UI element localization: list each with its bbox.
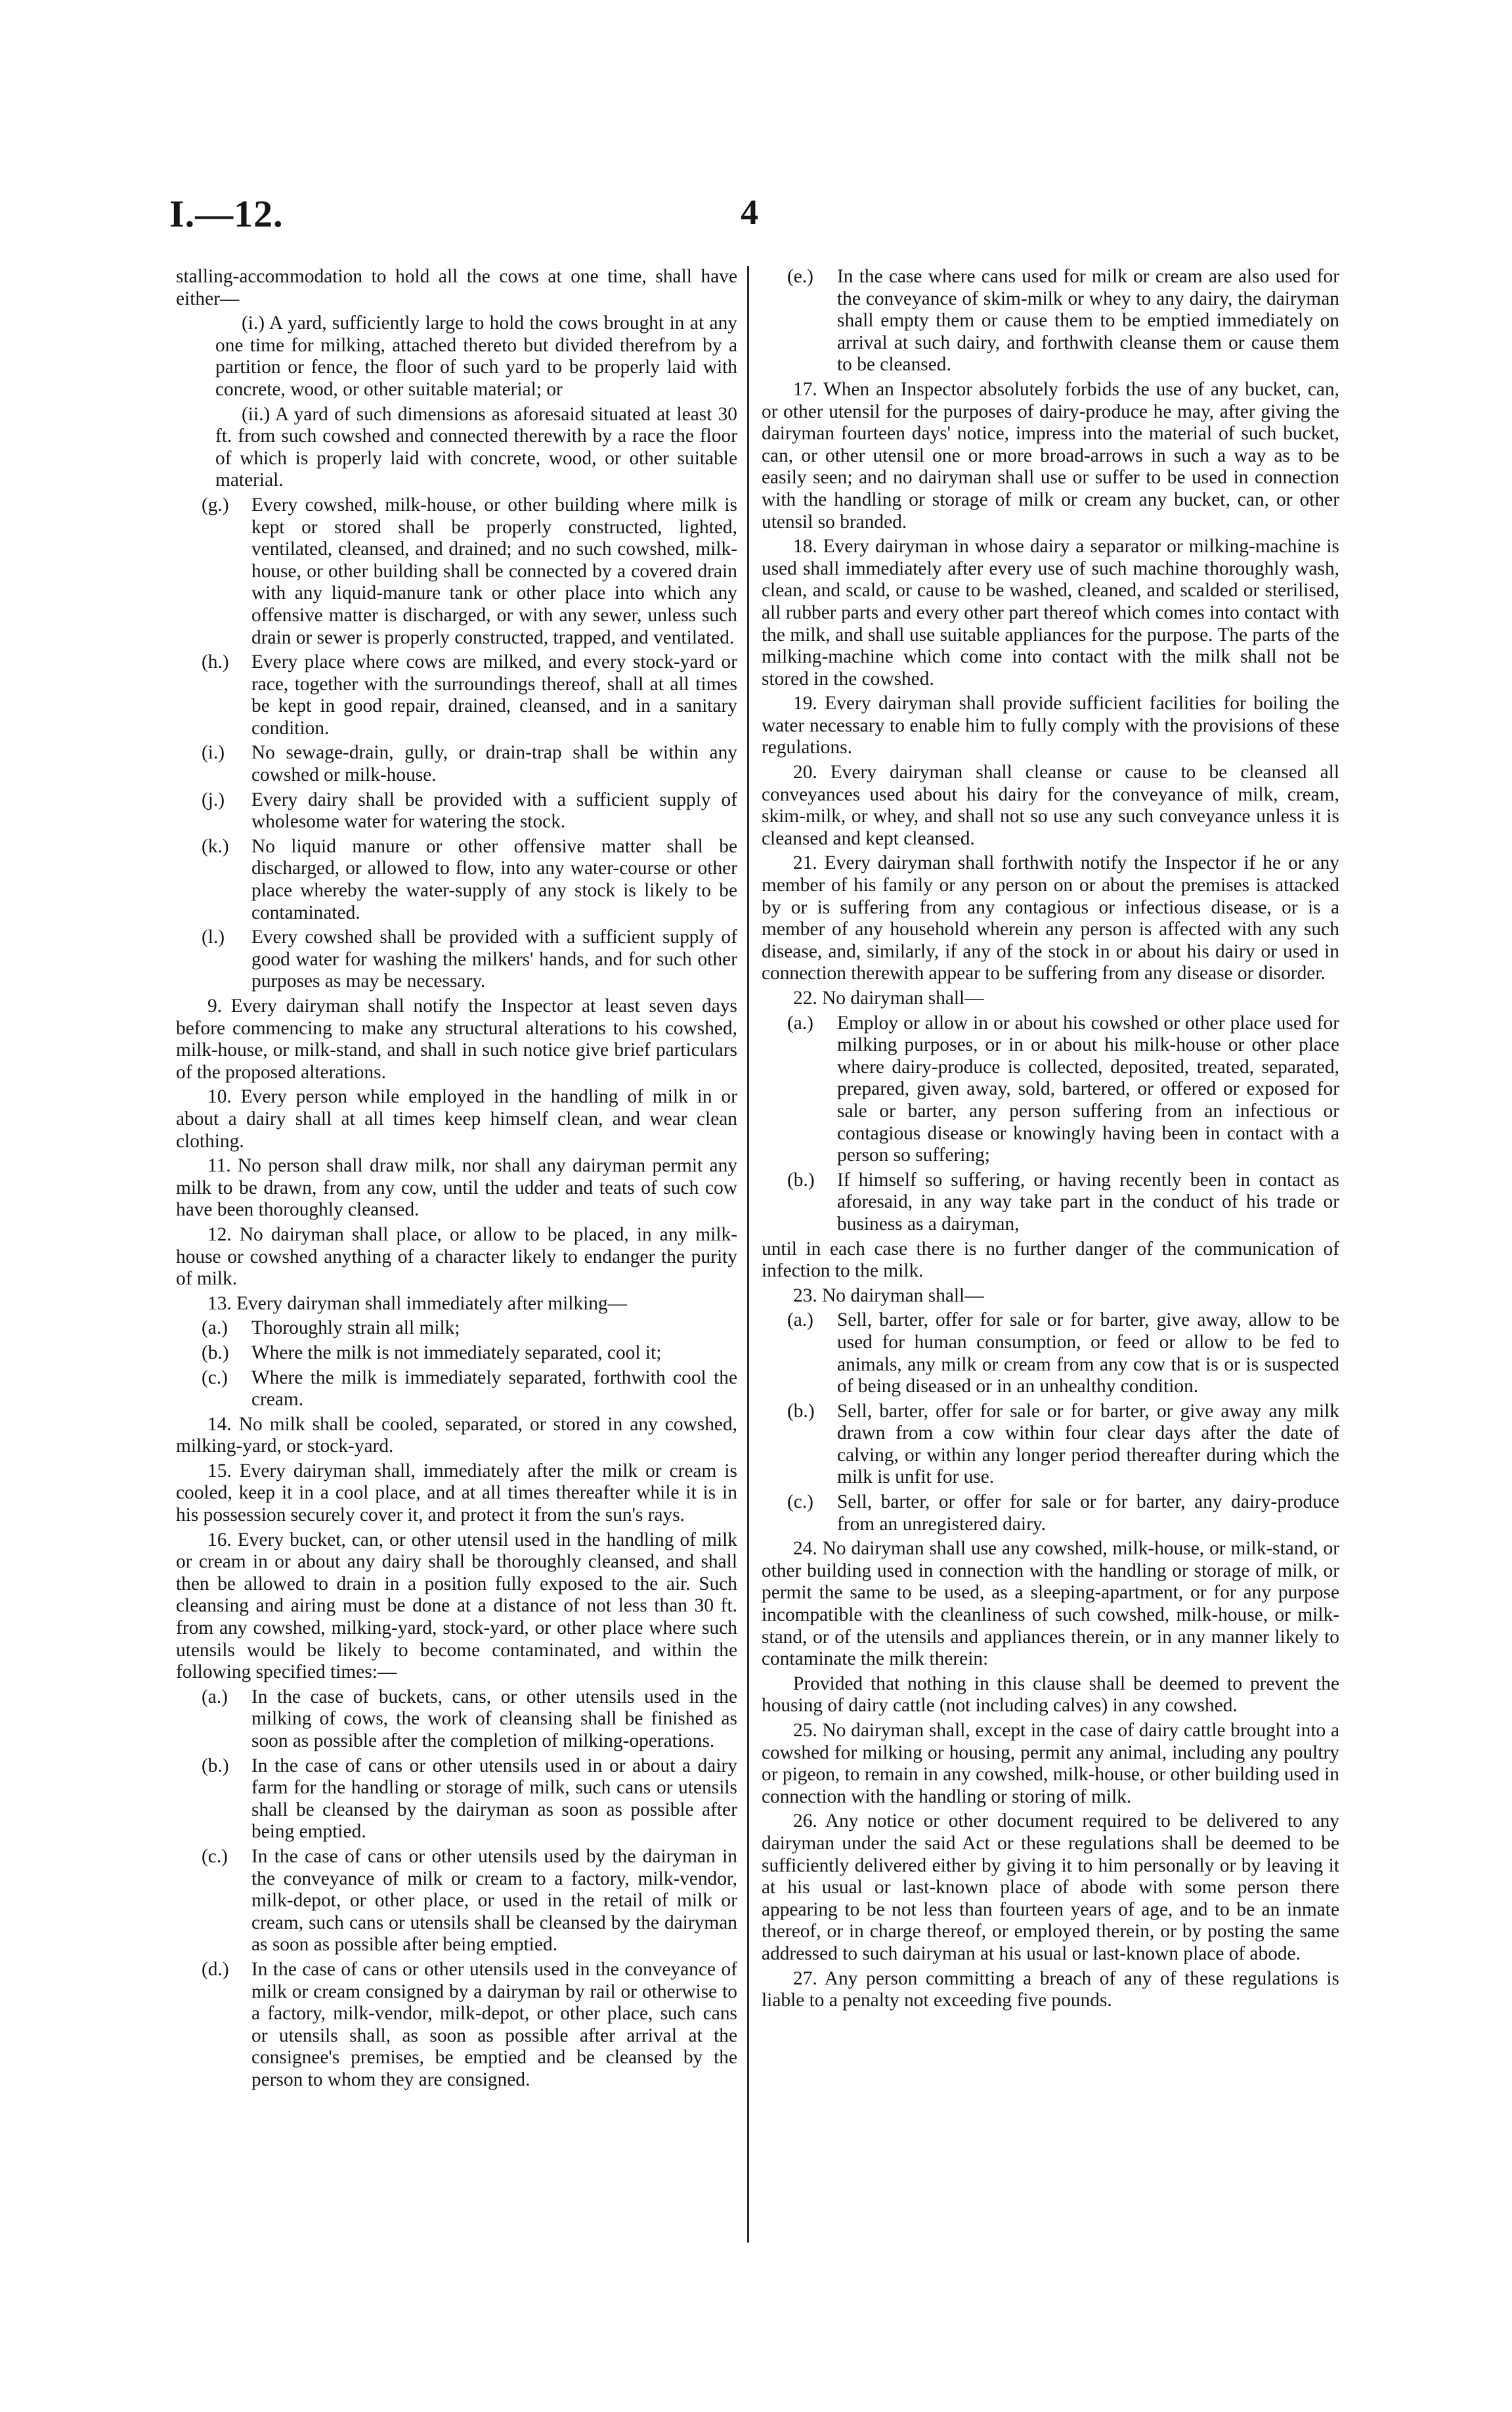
item-text: Where the milk is immediately separated, forthwith cool the cream. <box>251 1367 737 1411</box>
item-label: (c.) <box>202 1367 228 1388</box>
item-label: (a.) <box>202 1686 228 1707</box>
item-label: (e.) <box>787 266 813 287</box>
clause-23-intro: 23. No dairyman shall— <box>793 1284 984 1306</box>
item-text: In the case of cans or other utensils used in or about a dairy farm for the handling or storage of milk, such cans or utensils shall be cleansed by the dairyman as soon as possible after being emptied. <box>251 1755 737 1843</box>
page-number: 4 <box>741 192 758 232</box>
item-text: In the case of cans or other utensils used in the conveyance of milk or cream consigned by a dairyman by rail or otherwise to a factory, milk-vendor, milk-depot, or other place, such cans or utensils shall, as soon as possible after arrival at the consignee's premises, be emptied and be cleansed by the person to whom they are consigned. <box>251 1958 737 2090</box>
clause-10: 10. Every person while employed in the handling of milk in or about a dairy shall at all times keep himself clean, and wear clean clothing. <box>176 1086 737 1152</box>
clause-22-intro: 22. No dairyman shall— <box>793 988 984 1009</box>
item-text: No sewage-drain, gully, or drain-trap shall be within any cowshed or milk-house. <box>251 742 737 786</box>
left-column <box>176 266 737 2094</box>
clause-12: 12. No dairyman shall place, or allow to be placed, in any milk-house or cowshed anything of a character likely to endanger the purity of milk. <box>176 1223 737 1290</box>
lettered-item <box>762 1013 1339 1167</box>
item-label: (j.) <box>202 789 225 810</box>
item-text: Thoroughly strain all milk; <box>251 1317 460 1339</box>
item-text: In the case of cans or other utensils used by the dairyman in the conveyance of milk or cream to a factory, milk-vendor, milk-depot, or other place, or used in the retail of milk or cream, such cans or utensils shall be cleansed by the dairyman as soon as possible after being emptied. <box>251 1845 737 1956</box>
item-label: (k.) <box>202 835 229 857</box>
item-label: (b.) <box>202 1755 229 1776</box>
lettered-item <box>176 1846 737 1956</box>
clause-24: 24. No dairyman shall use any cowshed, milk-house, or milk-stand, or other building used in connection with the handling or storage of milk, or permit the same to be used, as a sleeping-apartment, or for any purpose incompatible with the cleanliness of such cowshed, milk-house, or milk-stand, or of the utensils and appliances therein, or in any manner likely to contaminate the milk therein: <box>762 1538 1339 1670</box>
lettered-item <box>176 1959 737 2092</box>
lettered-item <box>762 266 1339 376</box>
item-text: Every cowshed shall be provided with a sufficient supply of good water for washing the milkers' hands, and for such other purposes as may be necessary. <box>251 927 737 992</box>
lettered-item <box>176 1755 737 1843</box>
roman-item <box>176 313 737 401</box>
item-label: (a.) <box>202 1317 228 1339</box>
item-label: (a.) <box>787 1309 813 1331</box>
clause-13-intro: 13. Every dairyman shall immediately after milking— <box>207 1292 628 1314</box>
item-text: Sell, barter, offer for sale or for barter, or give away any milk drawn from a cow within four clear days after the date of calving, or within any longer period thereafter during which the milk is unfit for use. <box>837 1400 1339 1488</box>
item-label: (a.) <box>787 1012 813 1034</box>
clause-24-proviso: Provided that nothing in this clause shall be deemed to prevent the housing of dairy cattle (not including calves) in any cowshed. <box>762 1673 1339 1717</box>
item-label: (b.) <box>787 1400 815 1422</box>
clause-27: 27. Any person committing a breach of any of these regulations is liable to a penalty not exceeding five pounds. <box>762 1967 1339 2011</box>
lettered-item <box>176 1342 737 1365</box>
item-text: Where the milk is not immediately separated, cool it; <box>251 1342 662 1363</box>
item-text: Sell, barter, or offer for sale or for barter, any dairy-produce from an unregistered dairy. <box>837 1491 1339 1535</box>
clause-15: 15. Every dairyman shall, immediately after the milk or cream is cooled, keep it in a cool place, and at all times thereafter while it is in his possession securely cover it, and protect it from the sun's rays. <box>176 1460 737 1526</box>
item-text: Employ or allow in or about his cowshed or other place used for milking purposes, or in or about his milk-house or other place where dairy-produce is collected, deposited, treated, separated, prepared, given away, sold, bartered, or offered or exposed for sale or barter, any person suffering from an infectious or contagious disease or knowingly having been in contact with a person so suffering; <box>837 1012 1339 1166</box>
lettered-item <box>176 789 737 833</box>
item-text: If himself so suffering, or having recently been in contact as aforesaid, in any way take part in the conduct of his trade or business as a dairyman, <box>837 1169 1339 1235</box>
item-text: Sell, barter, offer for sale or for barter, give away, allow to be used for human consumption, or feed or allow to be fed to animals, any milk or cream from any cow that is or is suspected of being diseased or in an unhealthy condition. <box>837 1309 1339 1397</box>
clause-14: 14. No milk shall be cooled, separated, or stored in any cowshed, milking-yard, or stock-yard. <box>176 1413 737 1457</box>
item-label: (c.) <box>787 1491 813 1513</box>
lettered-item <box>176 1686 737 1753</box>
column-divider <box>747 266 749 2243</box>
lettered-item <box>176 836 737 924</box>
lettered-item <box>176 494 737 649</box>
lettered-item <box>176 651 737 739</box>
clause-25: 25. No dairyman shall, except in the case of dairy cattle brought into a cowshed for milking or housing, permit any animal, including any poultry or pigeon, to remain in any cowshed, milk-house, or other building used in connection with the handling or storing of milk. <box>762 1720 1339 1807</box>
document-reference: I.—12. <box>169 192 284 235</box>
lettered-item <box>176 927 737 993</box>
item-label: (h.) <box>202 651 229 673</box>
clause-16-intro: 16. Every bucket, can, or other utensil used in the handling of milk or cream in or about any dairy shall be thoroughly cleansed, and shall then be allowed to drain in a position fully exposed to the air. Such cleansing and airing must be done at a distance of not less than 30 ft. from any cowshed, milking-yard, stock-yard, or other place where such utensils would be likely to become contaminated, and within the following specified times:— <box>176 1529 737 1683</box>
item-label: (b.) <box>787 1169 815 1191</box>
item-label: (b.) <box>202 1342 229 1363</box>
item-label: (g.) <box>202 494 229 515</box>
lettered-item <box>762 1309 1339 1397</box>
lettered-item <box>176 1367 737 1411</box>
item-label: (d.) <box>202 1958 229 1980</box>
clause-18: 18. Every dairyman in whose dairy a separator or milking-machine is used shall immediately after every use of such machine thoroughly wash, clean, and scald, or cause to be washed, cleaned, and scalded or sterilised, all rubber parts and every other part thereof which comes into contact with the milk, and shall use suitable appliances for the purpose. The parts of the milking-machine which come into contact with the milk shall not be stored in the cowshed. <box>762 536 1339 690</box>
item-text: A yard of such dimensions as aforesaid situated at least 30 ft. from such cowshed and connected therewith by a race the floor of which is properly laid with concrete, wood, or other suitable material. <box>215 403 737 491</box>
clause-9: 9. Every dairyman shall notify the Inspector at least seven days before commencing to make any structural alterations to his cowshed, milk-house, or milk-stand, and shall in such notice give brief particulars of the proposed alterations. <box>176 996 737 1083</box>
lettered-item <box>176 1317 737 1340</box>
clause-17: 17. When an Inspector absolutely forbids the use of any bucket, can, or other utensil for the purposes of dairy-produce he may, after giving the dairyman fourteen days' notice, impress into the material of such bucket, can, or other utensil one or more broad-arrows in such a way as to be easily seen; and no dairyman shall use or suffer to be used in connection with the handling or storage of milk or cream any bucket, can, or other utensil so branded. <box>762 378 1339 533</box>
item-text: Every place where cows are milked, and every stock-yard or race, together with the surroundings thereof, shall at all times be kept in good repair, drained, cleansed, and in a sanitary condition. <box>251 651 737 739</box>
clause-22-tail: until in each case there is no further danger of the communication of infection to the milk. <box>762 1238 1339 1282</box>
lettered-item <box>762 1401 1339 1489</box>
right-column <box>762 266 1339 2015</box>
clause-26: 26. Any notice or other document required to be delivered to any dairyman under the said Act or these regulations shall be deemed to be sufficiently delivered either by giving it to him personally or by leaving it at his usual or last-known place of abode with some person there appearing to be not less than fourteen years of age, and to be an inmate thereof, or in charge thereof, or employed therein, or by posting the same addressed to such dairyman at his usual or last-known place of abode. <box>762 1810 1339 1964</box>
item-label: (c.) <box>202 1845 228 1867</box>
item-label: (i.) <box>202 742 225 764</box>
item-text: In the case of buckets, cans, or other utensils used in the milking of cows, the work of cleansing shall be finished as soon as possible after the completion of milking-operations. <box>251 1686 737 1751</box>
item-text: A yard, sufficiently large to hold the cows brought in at any one time for milking, attached thereto but divided therefrom by a partition or fence, the floor of such yard to be properly laid with concrete, wood, or other suitable material; or <box>215 313 737 400</box>
lettered-item <box>176 742 737 786</box>
clause-11: 11. No person shall draw milk, nor shall any dairyman permit any milk to be drawn, from any cow, until the udder and teats of such cow have been thoroughly cleansed. <box>176 1155 737 1221</box>
lettered-item <box>762 1170 1339 1236</box>
continued-paragraph: stalling-accommodation to hold all the cows at one time, shall have either— <box>176 266 737 309</box>
item-text: Every cowshed, milk-house, or other building where milk is kept or stored shall be properly constructed, lighted, ventilated, cleansed, and drained; and no such cowshed, milk-house, or other building shall be connected by a covered drain with any liquid-manure tank or other place into which any offensive matter is discharged, or with any sewer, unless such drain or sewer is properly constructed, trapped, and ventilated. <box>251 494 737 648</box>
item-text: In the case where cans used for milk or cream are also used for the conveyance of skim-milk or whey to any dairy, the dairyman shall empty them or cause them to be emptied immediately on arrival at such dairy, and forthwith cleanse them or cause them to be cleansed. <box>837 266 1339 376</box>
lettered-item <box>762 1491 1339 1535</box>
clause-20: 20. Every dairyman shall cleanse or cause to be cleansed all conveyances used about his dairy for the conveyance of milk, cream, skim-milk, or whey, and shall not so use any such conveyance unless it is cleansed and kept cleansed. <box>762 762 1339 849</box>
roman-item <box>176 404 737 492</box>
item-label: (l.) <box>202 927 225 948</box>
item-text: No liquid manure or other offensive matter shall be discharged, or allowed to flow, into any water-course or other place whereby the water-supply of any stock is likely to be contaminated. <box>251 835 737 923</box>
item-text: Every dairy shall be provided with a sufficient supply of wholesome water for watering the stock. <box>251 789 737 833</box>
item-label: (ii.) <box>242 403 270 425</box>
clause-21: 21. Every dairyman shall forthwith notify the Inspector if he or any member of his family or any person on or about the premises is attacked by or is suffering from any contagious or infectious disease, or is a member of any household wherein any person is affected with any such disease, and, similarly, if any of the stock in or about his dairy or used in connection therewith appear to be suffering from any disease or disorder. <box>762 852 1339 984</box>
clause-19: 19. Every dairyman shall provide sufficient facilities for boiling the water necessary to enable him to fully comply with the provisions of these regulations. <box>762 693 1339 758</box>
item-label: (i.) <box>242 313 265 334</box>
